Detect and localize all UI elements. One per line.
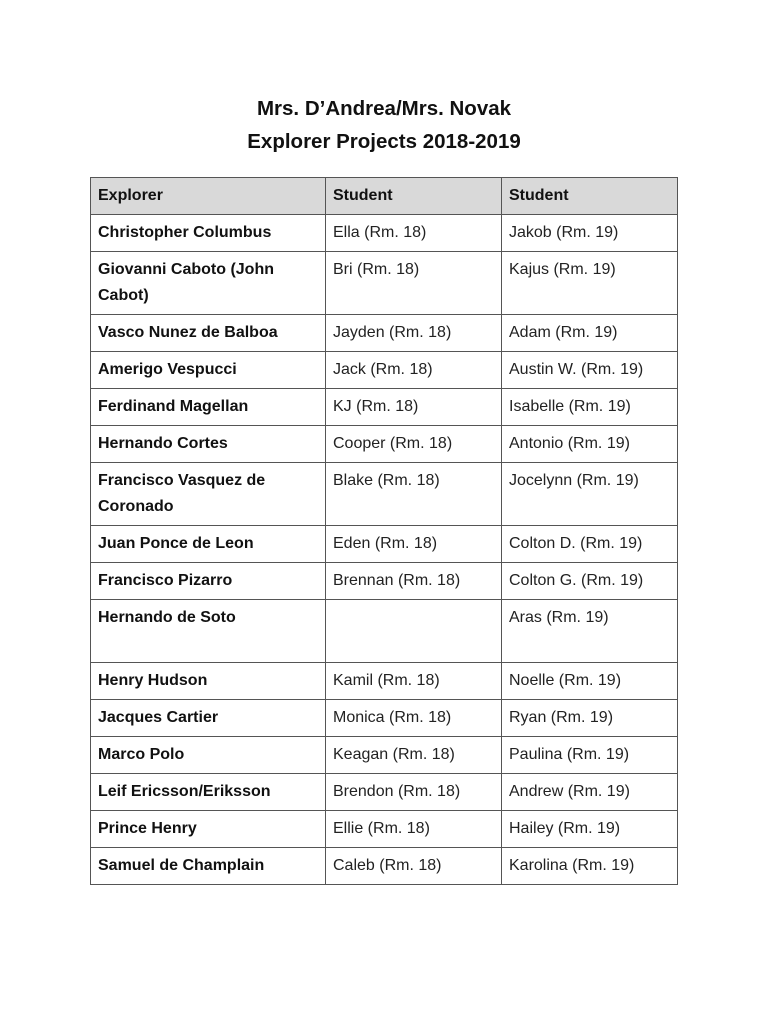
student-cell-rm18: Bri (Rm. 18) xyxy=(326,252,502,315)
student-cell-rm18: Kamil (Rm. 18) xyxy=(326,663,502,700)
student-cell-rm19: Austin W. (Rm. 19) xyxy=(502,352,678,389)
student-cell-rm18: KJ (Rm. 18) xyxy=(326,389,502,426)
table-header-row xyxy=(91,178,678,215)
table-row xyxy=(91,700,678,737)
student-cell-rm19: Isabelle (Rm. 19) xyxy=(502,389,678,426)
student-cell-rm19: Jakob (Rm. 19) xyxy=(502,215,678,252)
explorer-cell: Vasco Nunez de Balboa xyxy=(91,315,326,352)
student-cell-rm18: Jack (Rm. 18) xyxy=(326,352,502,389)
table-row xyxy=(91,663,678,700)
table-row xyxy=(91,426,678,463)
student-cell-rm18: Eden (Rm. 18) xyxy=(326,526,502,563)
explorer-cell: Juan Ponce de Leon xyxy=(91,526,326,563)
table-row xyxy=(91,463,678,526)
explorer-cell: Prince Henry xyxy=(91,811,326,848)
student-cell-rm19: Paulina (Rm. 19) xyxy=(502,737,678,774)
explorer-cell: Samuel de Champlain xyxy=(91,848,326,885)
explorer-cell: Hernando Cortes xyxy=(91,426,326,463)
table-row xyxy=(91,389,678,426)
student-cell-rm18: Brendon (Rm. 18) xyxy=(326,774,502,811)
explorer-cell: Francisco Vasquez de Coronado xyxy=(91,463,326,526)
explorer-cell: Francisco Pizarro xyxy=(91,563,326,600)
table-row xyxy=(91,774,678,811)
student-cell-rm18 xyxy=(326,600,502,663)
student-cell-rm19: Noelle (Rm. 19) xyxy=(502,663,678,700)
explorer-cell: Giovanni Caboto (John Cabot) xyxy=(91,252,326,315)
table-row xyxy=(91,600,678,663)
table-row xyxy=(91,352,678,389)
explorer-cell: Hernando de Soto xyxy=(91,600,326,663)
table-row xyxy=(91,811,678,848)
explorer-cell: Amerigo Vespucci xyxy=(91,352,326,389)
project-title: Explorer Projects 2018-2019 xyxy=(247,130,521,153)
student-cell-rm19: Hailey (Rm. 19) xyxy=(502,811,678,848)
student-cell-rm18: Keagan (Rm. 18) xyxy=(326,737,502,774)
explorer-cell: Christopher Columbus xyxy=(91,215,326,252)
column-header-explorer: Explorer xyxy=(91,178,326,215)
student-cell-rm18: Brennan (Rm. 18) xyxy=(326,563,502,600)
student-cell-rm19: Kajus (Rm. 19) xyxy=(502,252,678,315)
explorer-cell: Marco Polo xyxy=(91,737,326,774)
student-cell-rm19: Jocelynn (Rm. 19) xyxy=(502,463,678,526)
student-cell-rm19: Colton G. (Rm. 19) xyxy=(502,563,678,600)
student-cell-rm18: Ella (Rm. 18) xyxy=(326,215,502,252)
column-header-student-1: Student xyxy=(326,178,502,215)
table-row xyxy=(91,563,678,600)
teacher-names: Mrs. D’Andrea/Mrs. Novak xyxy=(256,97,512,120)
student-cell-rm19: Karolina (Rm. 19) xyxy=(502,848,678,885)
student-cell-rm18: Ellie (Rm. 18) xyxy=(326,811,502,848)
student-cell-rm19: Colton D. (Rm. 19) xyxy=(502,526,678,563)
explorer-cell: Jacques Cartier xyxy=(91,700,326,737)
table-row xyxy=(91,252,678,315)
student-cell-rm18: Monica (Rm. 18) xyxy=(326,700,502,737)
student-cell-rm19: Ryan (Rm. 19) xyxy=(502,700,678,737)
student-cell-rm18: Cooper (Rm. 18) xyxy=(326,426,502,463)
student-cell-rm18: Jayden (Rm. 18) xyxy=(326,315,502,352)
explorer-cell: Henry Hudson xyxy=(91,663,326,700)
explorer-cell: Ferdinand Magellan xyxy=(91,389,326,426)
explorer-assignments-table xyxy=(90,177,678,885)
explorer-cell: Leif Ericsson/Eriksson xyxy=(91,774,326,811)
table-row xyxy=(91,315,678,352)
table-row xyxy=(91,526,678,563)
column-header-student-2: Student xyxy=(502,178,678,215)
student-cell-rm18: Caleb (Rm. 18) xyxy=(326,848,502,885)
document-title xyxy=(0,92,768,158)
table-row xyxy=(91,737,678,774)
student-cell-rm19: Aras (Rm. 19) xyxy=(502,600,678,663)
student-cell-rm19: Andrew (Rm. 19) xyxy=(502,774,678,811)
table-row xyxy=(91,848,678,885)
student-cell-rm18: Blake (Rm. 18) xyxy=(326,463,502,526)
student-cell-rm19: Adam (Rm. 19) xyxy=(502,315,678,352)
table-row xyxy=(91,215,678,252)
student-cell-rm19: Antonio (Rm. 19) xyxy=(502,426,678,463)
